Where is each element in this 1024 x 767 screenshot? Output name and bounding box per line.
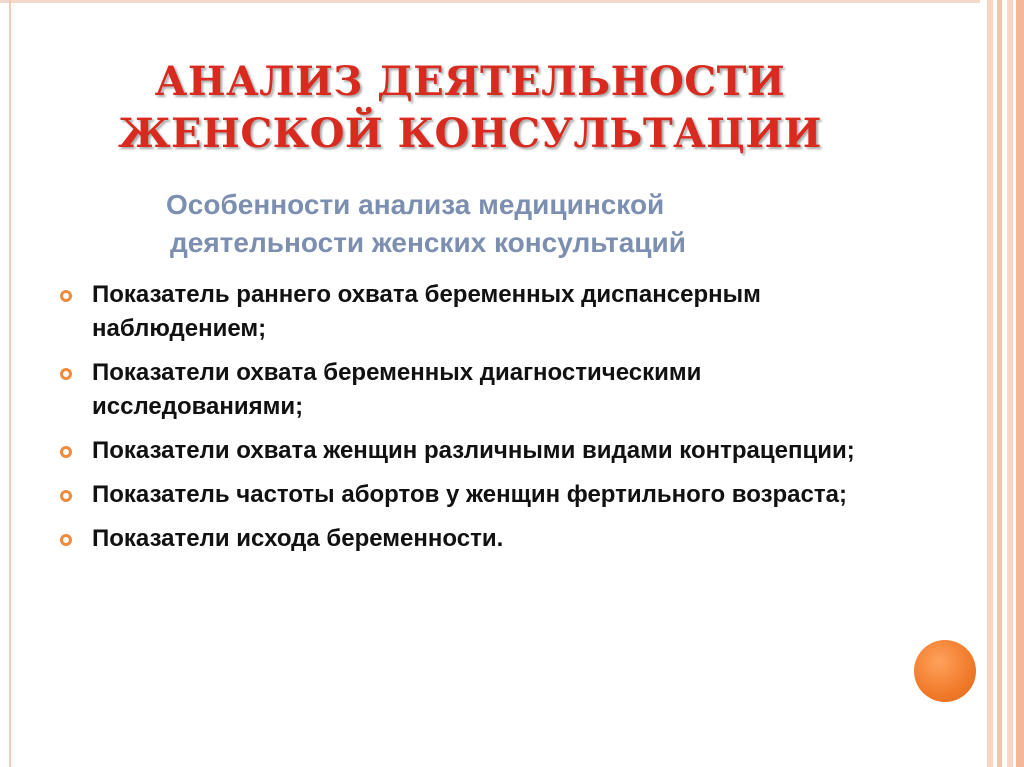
bullet-item bbox=[58, 478, 878, 512]
slide-title bbox=[100, 56, 840, 160]
bullet-list bbox=[58, 278, 878, 566]
ring-bullet-icon bbox=[60, 446, 72, 458]
ring-bullet-icon bbox=[60, 290, 72, 302]
right-decorative-stripes bbox=[980, 0, 1024, 767]
slide-subtitle-line-1: Особенности анализа медицинской bbox=[166, 189, 665, 220]
ring-bullet-icon bbox=[60, 368, 72, 380]
top-border bbox=[0, 0, 1024, 3]
bullet-text: Показатель частоты абортов у женщин фертильного возраста; bbox=[92, 481, 847, 508]
bullet-text: Показатели охвата женщин различными видами контрацепции; bbox=[92, 437, 855, 464]
bullet-text: Показатель раннего охвата беременных диспансерным наблюдением; bbox=[92, 281, 761, 342]
slide-subtitle bbox=[160, 186, 840, 262]
bullet-text: Показатели охвата беременных диагностическими исследованиями; bbox=[92, 359, 702, 420]
bullet-item bbox=[58, 522, 878, 556]
slide-subtitle-line-2: деятельности женских консультаций bbox=[170, 227, 686, 258]
slide-title-line-2: ЖЕНСКОЙ КОНСУЛЬТАЦИИ bbox=[118, 110, 822, 157]
bullet-item bbox=[58, 278, 878, 346]
slide-title-line-1: АНАЛИЗ ДЕЯТЕЛЬНОСТИ bbox=[154, 58, 786, 105]
ring-bullet-icon bbox=[60, 490, 72, 502]
bullet-text: Показатели исхода беременности. bbox=[92, 525, 504, 552]
ring-bullet-icon bbox=[60, 534, 72, 546]
bullet-item bbox=[58, 356, 878, 424]
left-decorative-rule bbox=[9, 0, 11, 767]
bullet-item bbox=[58, 434, 878, 468]
orange-circle-icon bbox=[914, 640, 976, 702]
